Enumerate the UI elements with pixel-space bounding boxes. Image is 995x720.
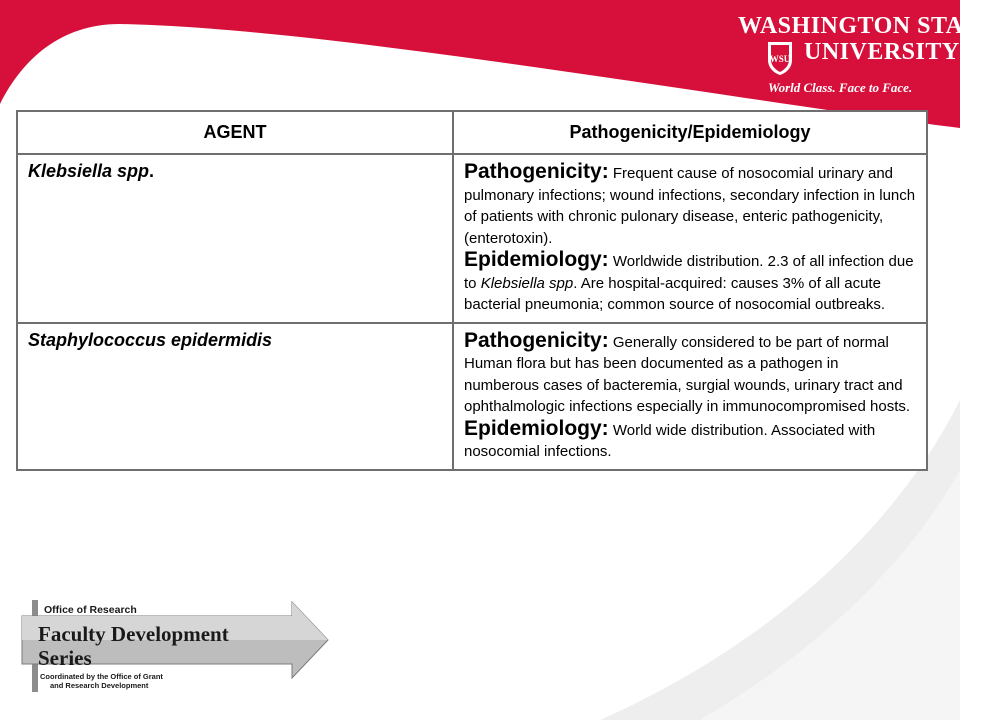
pathogenicity-text: Generally considered to be part of normal Human flora but has been documented as a pathogen in numberous cases of bacteremia, surgial wounds, urinary tract and ophthalmologic infections especially in immunocompromised hosts. (464, 333, 911, 415)
epidemiology-text-1: Worldwide distribution. 2.3 of all infection due to (464, 253, 914, 292)
header-pathogenicity-epidemiology: Pathogenicity/Epidemiology (453, 111, 927, 154)
pathogen-table (16, 110, 928, 471)
pathogenicity-label: Pathogenicity: (464, 160, 609, 183)
pathogenicity-paragraph (464, 161, 916, 249)
header-agent: AGENT (17, 111, 453, 154)
agent-name: Klebsiella spp (28, 161, 150, 181)
agent-cell (17, 154, 453, 323)
wsu-seal-icon (766, 40, 794, 76)
epidemiology-text-2: . Are hospital-acquired: causes 3% of all acute bacterial pneumonia; common source of nosocomial outbreaks. (464, 274, 886, 313)
epidemiology-italic: Klebsiella spp (480, 274, 574, 292)
pathogenicity-text: Frequent cause of nosocomial urinary and pulmonary infections; wound infections, secondary infection in lunch of patients with chronic pulonary disease, enteric pathogenicity, (enterotoxin). (464, 165, 916, 247)
wsu-tagline: World Class. Face to Face. (768, 80, 913, 95)
epidemiology-label: Epidemiology: (464, 416, 609, 440)
logo-line-1: WASHINGTON STATE (738, 13, 995, 39)
agent-name: Staphylococcus epidermidis (28, 329, 273, 350)
wsu-logo (732, 10, 995, 96)
epidemiology-text: World wide distribution. Associated with nosocomial infections. (464, 421, 876, 460)
table-row (17, 323, 927, 470)
epidemiology-paragraph (464, 249, 916, 316)
fds-office: Office of Research (44, 604, 137, 616)
pathogenicity-paragraph (464, 330, 916, 418)
epidemiology-label: Epidemiology: (464, 248, 609, 271)
fds-coordinated-line-2: and Research Development (50, 681, 149, 690)
description-cell (453, 323, 927, 470)
seal-letters: WSU (769, 54, 791, 64)
epidemiology-paragraph (464, 418, 916, 463)
fds-series: Series (38, 646, 92, 670)
table-header-row (17, 111, 927, 154)
logo-line-2: UNIVERSITY (804, 39, 960, 65)
fds-coordinated-line-1: Coordinated by the Office of Grant (40, 672, 163, 681)
description-cell (453, 154, 927, 323)
agent-suffix: . (149, 161, 155, 181)
pathogenicity-label: Pathogenicity: (464, 328, 609, 352)
agent-cell (17, 323, 453, 470)
table-row (17, 154, 927, 323)
faculty-development-logo (14, 600, 330, 692)
fds-faculty: Faculty Development (38, 622, 229, 646)
